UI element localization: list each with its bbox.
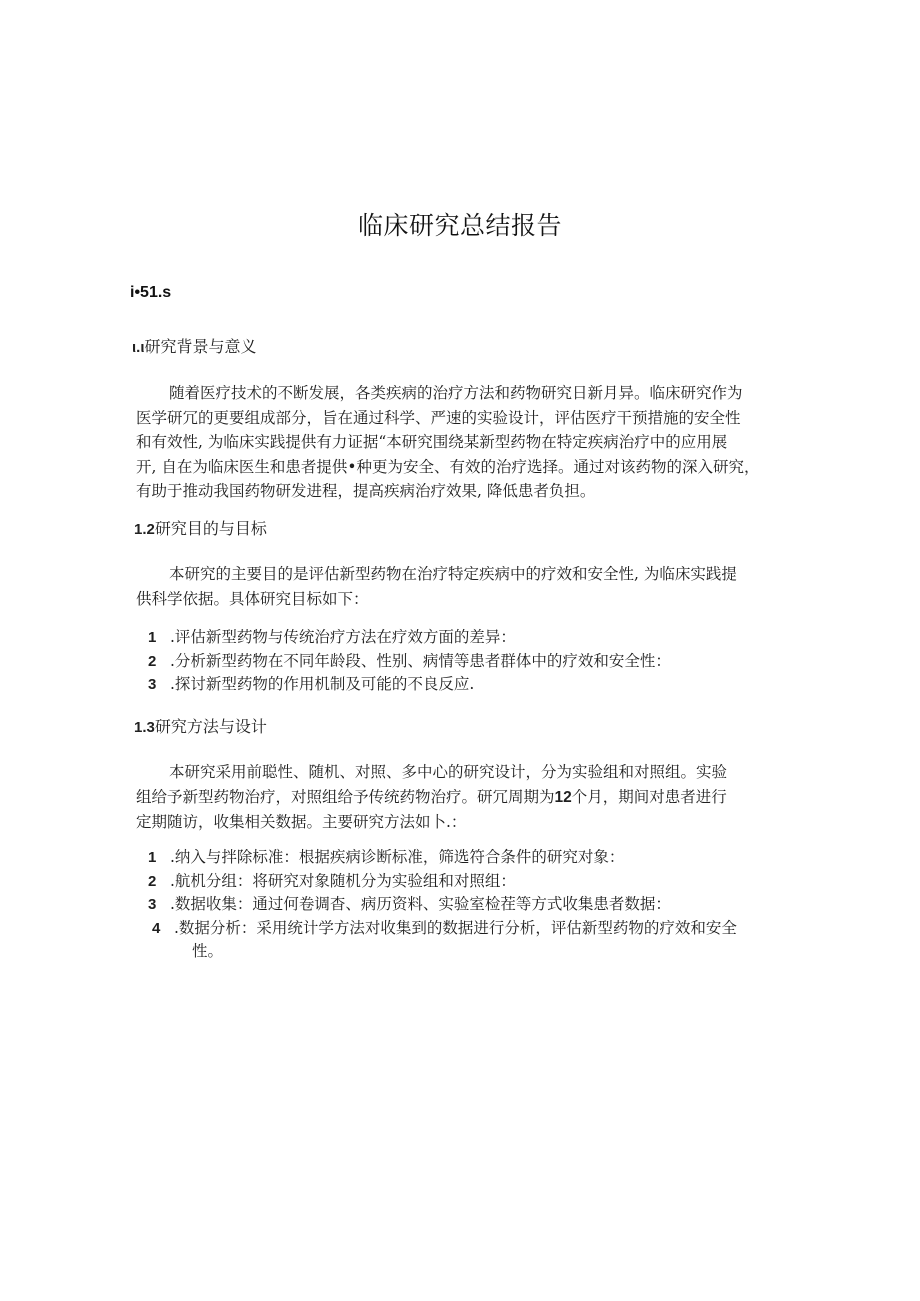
chapter-heading: i•51.s xyxy=(130,284,172,301)
list-item-number: 3 xyxy=(148,896,157,913)
section-paragraph-1-2 xyxy=(136,562,790,611)
paragraph-line: 供科学依据。具体研究目标如下： xyxy=(136,589,369,608)
section-paragraph-1-1 xyxy=(136,381,790,504)
list-item xyxy=(148,650,798,674)
section-title: 研究背景与意义 xyxy=(144,337,257,356)
objectives-list xyxy=(148,626,798,697)
paragraph-line: 开, 自在为临床医生和患者提供•种更为安全、有效的治疗选择。通过对该药物的深入研究， xyxy=(136,457,760,476)
list-item-number: 1 xyxy=(148,629,157,646)
methods-list xyxy=(148,846,798,964)
section-heading-1-2 xyxy=(134,516,267,539)
list-item-text: .数据收集：通过何卷调杳、病历资料、实验室检茬等方式收集患者数据： xyxy=(170,895,671,913)
section-title: 研究目的与目标 xyxy=(154,519,267,538)
section-number: 1.2 xyxy=(134,521,155,538)
paragraph-line: 本研究的主要目的是评估新型药物在治疗特定疾病中的疗效和安全性, 为临床实践提 xyxy=(169,565,737,583)
paragraph-line: 定期随访，收集相关数据。主要研究方法如卜.： xyxy=(136,813,467,831)
section-heading-1-3 xyxy=(134,714,267,737)
list-item-number: 2 xyxy=(148,872,157,890)
list-item-text: .探讨新型药物的作用机制及可能的不良反应. xyxy=(170,675,475,693)
list-item-text: .数据分析：采用统计学方法对收集到的数据进行分析，评估新型药物的疗效和安全 xyxy=(174,918,737,937)
section-title: 研究方法与设计 xyxy=(154,717,267,736)
list-item-text: .纳入与拌除标准：根据疾病诊断标准，筛选符合条件的研究对象： xyxy=(170,848,625,866)
section-heading-1-1 xyxy=(132,334,257,357)
list-item-text: .航机分组：将研究对象随机分为实验组和对照组： xyxy=(170,871,516,890)
list-item-text: .评估新型药物与传统治疗方法在疗效方面的差异： xyxy=(170,628,516,646)
paragraph-line xyxy=(136,785,790,811)
paragraph-line: 本研究采用前聪性、随机、对照、多中心的研究设计，分为实验组和对照组。实验 xyxy=(169,763,728,781)
paragraph-line: 和有效性, 为临床实践提供有力证据“本研究围绕某新型药物在特定疾病治疗中的应用展 xyxy=(136,433,728,451)
list-item-continuation: 性。 xyxy=(192,942,224,960)
list-item xyxy=(148,846,798,870)
paragraph-line: 医学研冗的更要组成部分，旨在通过科学、严速的实验设计，评估医疗干预措施的安全性 xyxy=(136,408,741,427)
section-number: 1.3 xyxy=(134,719,155,736)
paragraph-line: 随着医疗技术的不断发展，各类疾病的治疗方法和药物研究日新月异。临床研究作为 xyxy=(169,384,743,402)
study-duration-value: 12 xyxy=(554,788,572,806)
section-paragraph-1-3 xyxy=(136,760,790,835)
list-item-number: 2 xyxy=(148,652,157,670)
list-item-text: .分析新型药物在不同年龄段、性别、病情等患者群体中的疗效和安全性： xyxy=(170,651,671,670)
list-item xyxy=(148,870,798,894)
list-item-number: 1 xyxy=(148,849,157,866)
list-item xyxy=(148,673,798,697)
list-item-number: 3 xyxy=(148,676,157,693)
list-item xyxy=(148,626,798,650)
paragraph-line: 有助于推动我国药物研发进程，提高疾病治疗效果, 降低患者负担。 xyxy=(136,482,596,500)
paragraph-text: 个月，期间对患者进行 xyxy=(571,787,727,806)
paragraph-text: 组给予新型药物治疗，对照组给予传统药物治疗。研冗周期为 xyxy=(136,787,555,806)
list-item xyxy=(148,917,798,964)
list-item xyxy=(148,893,798,917)
section-number: ι.ι xyxy=(132,339,145,356)
document-title: 临床研究总结报告 xyxy=(357,211,562,240)
list-item-number: 4 xyxy=(152,919,161,937)
